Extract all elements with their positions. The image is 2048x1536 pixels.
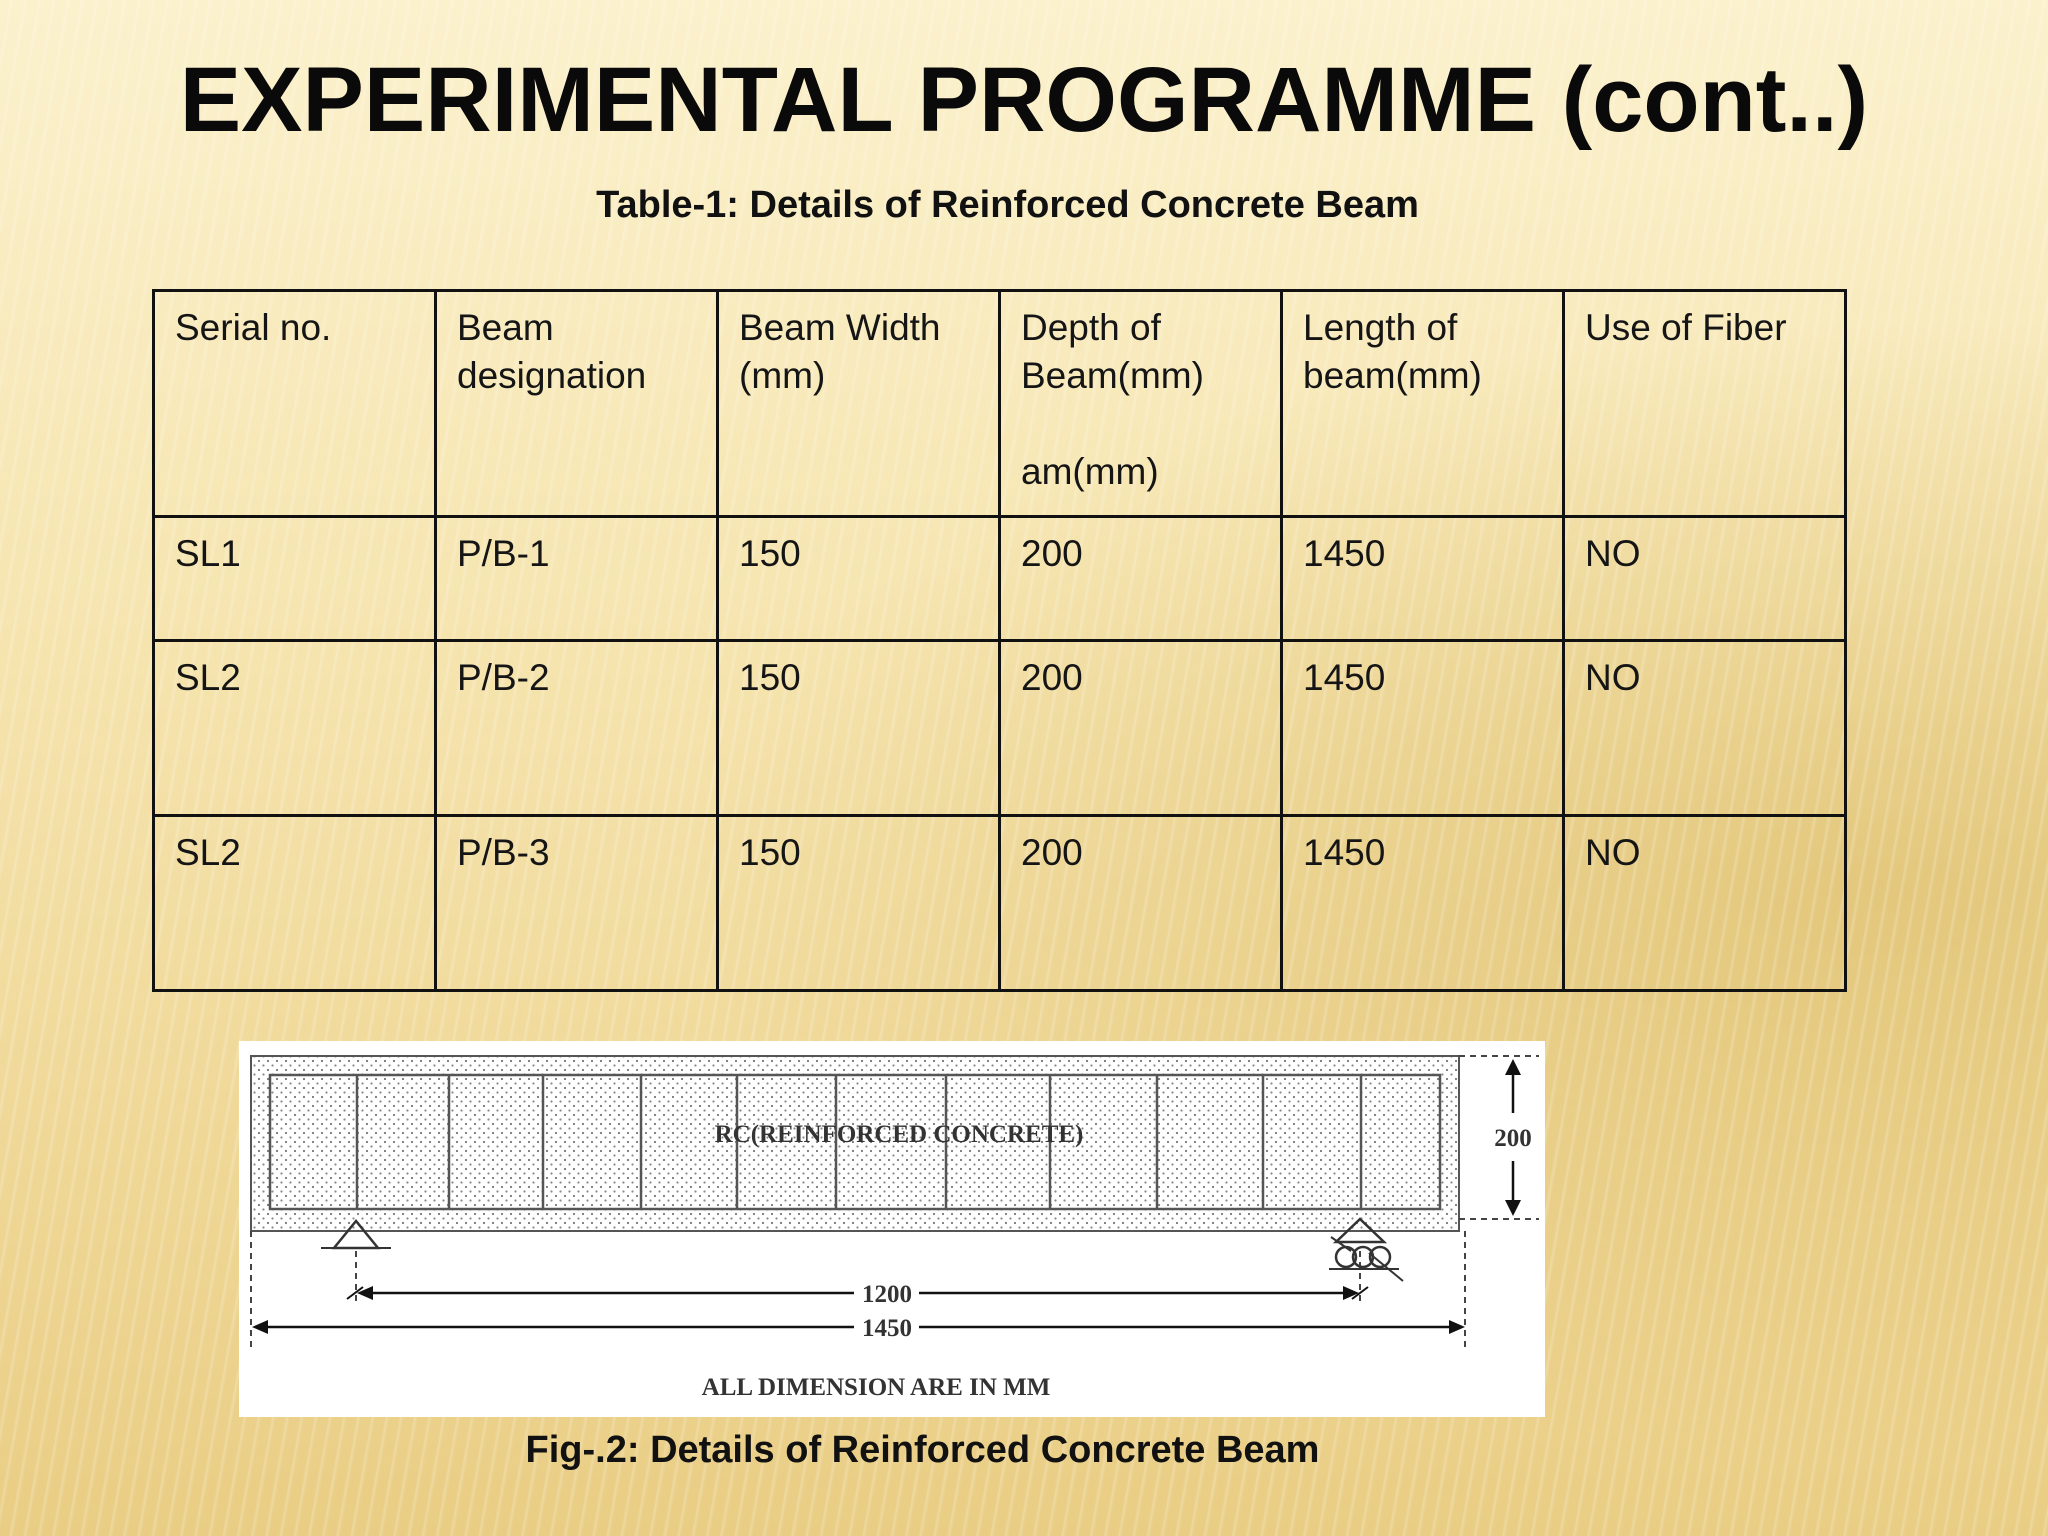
- table-row: [154, 517, 1846, 641]
- header-fiber: Use of Fiber: [1564, 291, 1846, 517]
- cell-designation: P/B-1: [436, 517, 718, 641]
- cell-length: 1450: [1282, 641, 1564, 816]
- cell-width: 150: [718, 517, 1000, 641]
- span-dimension: [347, 1286, 1368, 1300]
- cell-length: 1450: [1282, 816, 1564, 991]
- table-caption: Table-1: Details of Reinforced Concrete Beam: [596, 184, 1419, 226]
- cell-width: 150: [718, 816, 1000, 991]
- cell-designation: P/B-2: [436, 641, 718, 816]
- figure-caption: Fig-.2: Details of Reinforced Concrete Beam: [525, 1429, 1320, 1471]
- cell-fiber: NO: [1564, 816, 1846, 991]
- beam-diagram: [239, 1041, 1545, 1417]
- header-designation: Beam designation: [436, 291, 718, 517]
- header-depth-label: Depth of Beam(mm): [1021, 307, 1204, 396]
- cell-fiber: NO: [1564, 641, 1846, 816]
- length-dimension: [252, 1320, 1465, 1334]
- cell-serial: SL2: [154, 816, 436, 991]
- cell-depth: 200: [1000, 517, 1282, 641]
- beam-figure: [239, 1041, 1545, 1417]
- span-dim-label: 1200: [862, 1281, 912, 1308]
- beam-details-table: [152, 289, 1847, 992]
- cell-length: 1450: [1282, 517, 1564, 641]
- header-serial: Serial no.: [154, 291, 436, 517]
- slide-title: EXPERIMENTAL PROGRAMME (cont..): [179, 49, 1869, 151]
- table-row: [154, 641, 1846, 816]
- header-depth-extra: am(mm): [1021, 451, 1159, 492]
- depth-dim-label: 200: [1494, 1125, 1532, 1152]
- cell-serial: SL1: [154, 517, 436, 641]
- beam-label: RC(REINFORCED CONCRETE): [714, 1121, 1084, 1148]
- length-dim-label: 1450: [862, 1315, 912, 1342]
- table-row: [154, 816, 1846, 991]
- cell-depth: 200: [1000, 816, 1282, 991]
- header-width: Beam Width (mm): [718, 291, 1000, 517]
- header-depth: [1000, 291, 1282, 517]
- cell-width: 150: [718, 641, 1000, 816]
- cell-depth: 200: [1000, 641, 1282, 816]
- table-header-row: [154, 291, 1846, 517]
- dimension-note: ALL DIMENSION ARE IN MM: [701, 1374, 1051, 1401]
- header-length: Length of beam(mm): [1282, 291, 1564, 517]
- cell-designation: P/B-3: [436, 816, 718, 991]
- length-extension-lines: [251, 1231, 1465, 1347]
- cell-fiber: NO: [1564, 517, 1846, 641]
- cell-serial: SL2: [154, 641, 436, 816]
